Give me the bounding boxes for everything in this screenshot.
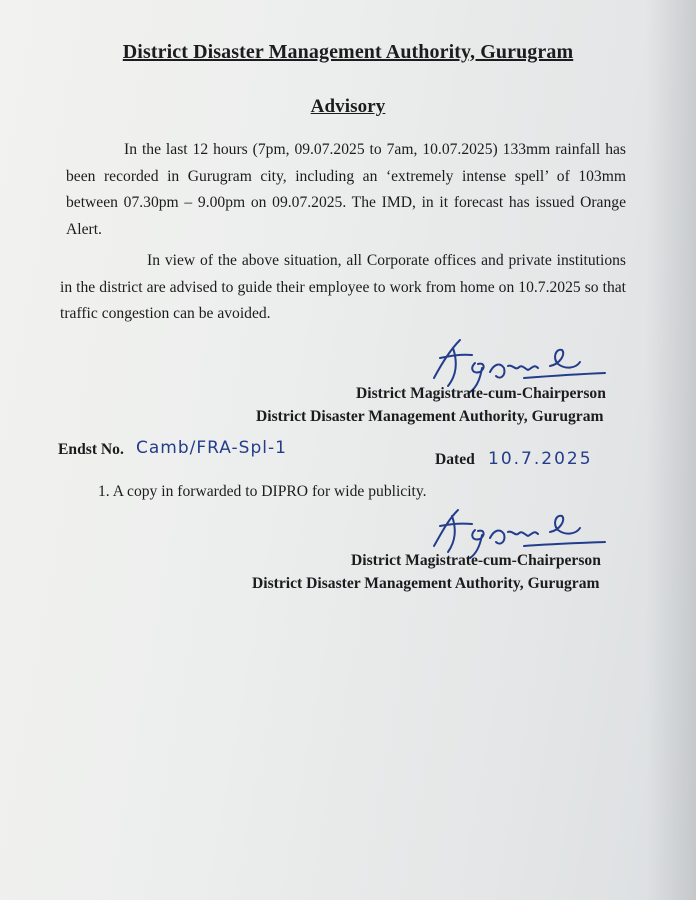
advisory-heading: Advisory — [310, 96, 386, 117]
endorsement-date: 10.7.2025 — [488, 449, 593, 469]
signatory-designation-second: District Magistrate-cum-Chairperson — [351, 552, 601, 569]
copy-list-item: 1. A copy in forwarded to DIPRO for wide publicity. — [98, 483, 427, 500]
document-title: District Disaster Management Authority, Gurugram — [122, 41, 574, 63]
dated-label: Dated — [435, 451, 475, 468]
signatory-organization: District Disaster Management Authority, Gurugram — [256, 408, 604, 425]
signatory-organization-second: District Disaster Management Authority, Gurugram — [252, 575, 600, 592]
paragraph-advice: In view of the above situation, all Corporate offices and private institutions in the district are advised to guide their employee to work from home on 10.7.2025 so that traffic congestion can be avoided. — [60, 252, 626, 322]
signatory-designation: District Magistrate-cum-Chairperson — [356, 385, 606, 402]
page-shadow — [646, 0, 696, 900]
paragraph-rainfall: In the last 12 hours (7pm, 09.07.2025 to 7am, 10.07.2025) 133mm rainfall has been recorded in Gurugram city, including an ‘extremely intense spell’ of 103mm between 07.30pm – 9.00pm on 09.07.2025. The IMD, in it forecast has issued Orange Alert. — [66, 141, 626, 238]
endorsement-number: Camb/FRA-Spl-1 — [136, 438, 287, 458]
endorsement-label: Endst No. — [58, 441, 124, 458]
